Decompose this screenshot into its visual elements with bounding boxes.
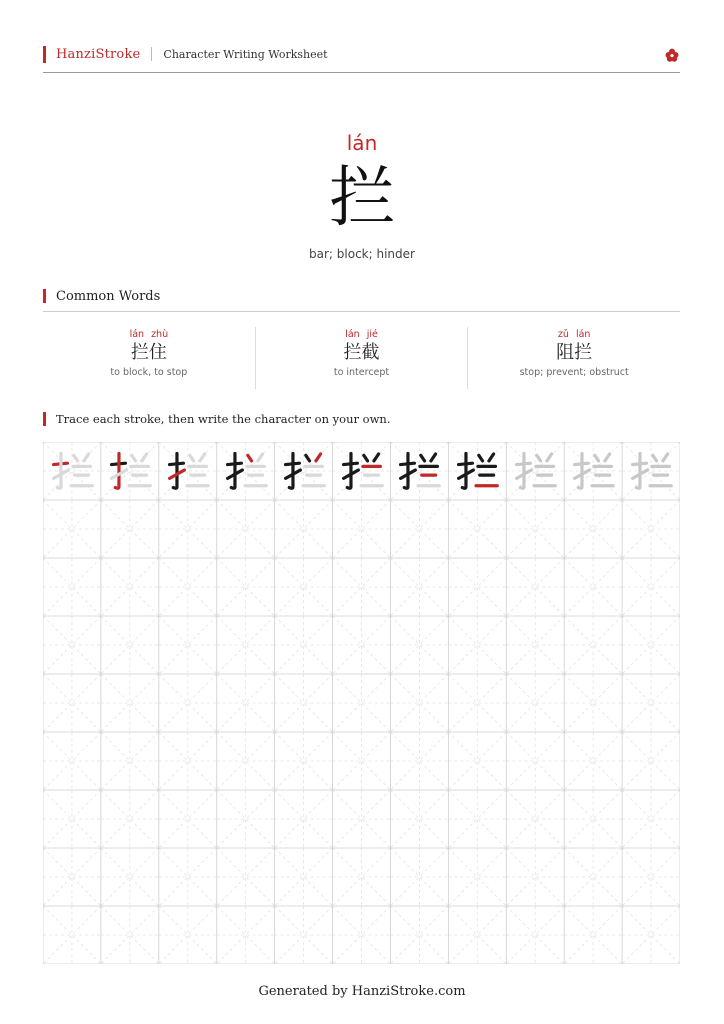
main-character: 拦 (329, 159, 395, 236)
stroke (200, 454, 205, 461)
stroke (489, 454, 494, 461)
stroke-step-cell[interactable] (275, 442, 333, 500)
stroke (521, 454, 525, 489)
stroke-step-cell[interactable] (448, 442, 506, 500)
section-rule (43, 311, 680, 312)
practice-grid-lines (43, 442, 680, 964)
word-item (467, 327, 680, 389)
stroke (547, 454, 552, 461)
stroke (84, 454, 89, 461)
trace-cell[interactable] (564, 442, 622, 500)
stroke-step-cell[interactable] (390, 442, 448, 500)
section-accent-bar (43, 412, 46, 426)
flower-icon (664, 47, 680, 63)
character-strokes (454, 448, 500, 494)
character-strokes (107, 448, 153, 494)
stroke-step-cell[interactable] (217, 442, 275, 500)
character-strokes (281, 448, 327, 494)
word-item (255, 327, 468, 389)
stroke (316, 454, 321, 461)
word-meaning: to intercept (333, 367, 390, 378)
stroke (373, 454, 378, 461)
stroke (74, 455, 78, 461)
stroke-step-cell[interactable] (333, 442, 391, 500)
stroke (363, 455, 367, 461)
section-accent-bar (43, 289, 46, 303)
stroke (421, 455, 425, 461)
worksheet-header (43, 44, 680, 64)
header-rule (43, 72, 680, 73)
stroke (57, 454, 61, 489)
character-strokes (628, 448, 674, 494)
character-strokes (570, 448, 616, 494)
common-words-title: Common Words (56, 288, 161, 304)
character-strokes (49, 448, 95, 494)
character-pinyin: lán (346, 131, 378, 155)
word-pinyin: lán jié (345, 329, 378, 340)
word-chars: 拦截 (343, 342, 380, 363)
stroke-step-cell[interactable] (101, 442, 159, 500)
word-meaning: to block, to stop (110, 367, 188, 378)
header-accent-bar (43, 46, 46, 63)
character-strokes (512, 448, 558, 494)
stroke (605, 454, 610, 461)
stroke (578, 454, 582, 489)
stroke-step-cell[interactable] (159, 442, 217, 500)
stroke (405, 454, 409, 489)
character-strokes (396, 448, 442, 494)
stroke (431, 454, 436, 461)
word-chars: 阻拦 (556, 342, 593, 363)
stroke (248, 455, 252, 461)
stroke (463, 454, 467, 489)
worksheet-subtitle: Character Writing Worksheet (163, 47, 328, 61)
stroke (190, 455, 194, 461)
stroke (595, 455, 599, 461)
stroke (663, 454, 668, 461)
stroke (115, 454, 119, 489)
stroke (132, 455, 136, 461)
word-meaning: stop; prevent; obstruct (519, 367, 629, 378)
practice-heading (43, 411, 390, 427)
character-meaning: bar; block; hinder (309, 247, 415, 261)
stroke-step-cell[interactable] (43, 442, 101, 500)
stroke (479, 455, 483, 461)
brand-name[interactable]: HanziStroke (56, 46, 141, 62)
stroke (347, 454, 351, 489)
word-pinyin: zǔ lán (557, 329, 591, 340)
header-divider (151, 47, 152, 61)
character-strokes (339, 448, 385, 494)
common-words-heading (43, 288, 160, 304)
practice-instruction: Trace each stroke, then write the character on your own. (56, 412, 391, 426)
stroke (173, 454, 177, 489)
stroke (289, 454, 293, 489)
word-chars: 拦住 (130, 342, 167, 363)
stroke (305, 455, 309, 461)
stroke (537, 455, 541, 461)
character-strokes (165, 448, 211, 494)
word-pinyin: lán zhù (129, 329, 169, 340)
word-item (43, 327, 255, 389)
character-strokes (223, 448, 269, 494)
footer-credit: Generated by HanziStroke.com (258, 984, 466, 999)
trace-cell[interactable] (506, 442, 564, 500)
practice-grid[interactable] (43, 442, 680, 964)
stroke (258, 454, 263, 461)
stroke (636, 454, 640, 489)
stroke (653, 455, 657, 461)
common-words-list (43, 327, 680, 389)
stroke (231, 454, 235, 489)
trace-cell[interactable] (622, 442, 680, 500)
stroke (142, 454, 147, 461)
